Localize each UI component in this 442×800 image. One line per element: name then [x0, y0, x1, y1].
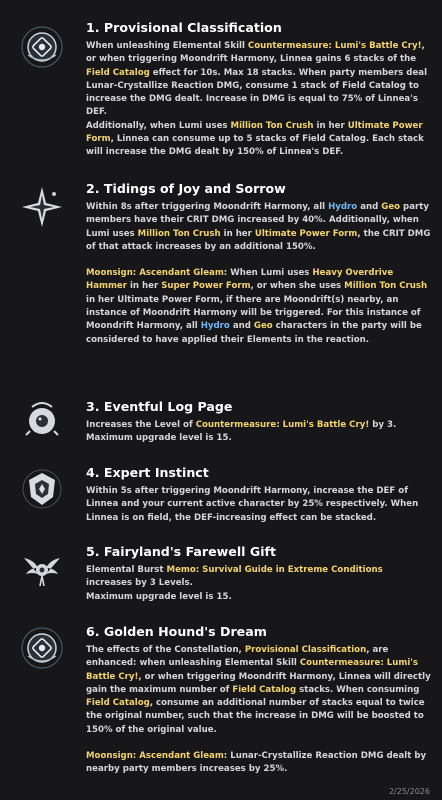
description-text: , Linnea can consume up to 5 stacks of Field Catalog. Each stack will increase the DMG dealt by 150% of Linnea's DEF.: [86, 134, 424, 158]
description-text: : Lunar-Crystallize Reaction DMG dealt by nearby party members increases by 25%.: [86, 751, 427, 775]
description-text: in her Ultimate Power Form, if there are Moondrift(s) nearby, an instance of Moondrift Harmony will be triggered. For this instance of Moondrift Harmony, all: [86, 294, 421, 332]
highlighted-term: Million Ton Crush: [137, 228, 221, 239]
description-paragraph: [86, 419, 431, 432]
description-text: increases by 3 Levels.: [86, 578, 193, 589]
catalog-seal-icon: [20, 25, 64, 69]
description-text: Within 5s after triggering Moondrift Harmony, increase the DEF of Linnea and your current active character by 25% respectively. When Linnea is on field, the DEF-increasing effect can be stacked.: [86, 486, 419, 523]
constellation-description: [86, 485, 431, 525]
description-text: stacks. When consuming: [296, 684, 420, 695]
constellation-title: 3. Eventful Log Page: [86, 399, 233, 414]
description-text: in her: [313, 120, 348, 131]
highlighted-term: Countermeasure: Lumi's Battle Cry!: [86, 658, 419, 682]
description-paragraph: [86, 120, 431, 160]
highlighted-term: Memo: Survival Guide in Extreme Conditions: [166, 565, 383, 575]
description-text: , or when she uses: [250, 281, 345, 292]
constellation-description: [86, 564, 431, 604]
description-text: characters in the party will be considered to have applied their Elements in the reaction.: [86, 321, 422, 345]
highlighted-term: Geo: [253, 321, 273, 332]
highlighted-term: Countermeasure: Lumi's Battle Cry!: [247, 41, 422, 51]
highlighted-term: Ultimate Power Form: [254, 228, 358, 239]
highlighted-term: Moonsign: Ascendant Gleam: [86, 751, 224, 762]
sparkle-star-icon: [20, 185, 64, 229]
constellation-title: 2. Tidings of Joy and Sorrow: [86, 181, 286, 196]
highlighted-term: Million Ton Crush: [230, 120, 314, 131]
highlighted-term: Provisional Classification: [244, 645, 367, 655]
description-text: party members have their CRIT DMG increased by 40%. Additionally, when Lumi uses: [86, 202, 429, 239]
constellation-description: [86, 419, 431, 446]
highlighted-term: Moonsign: Ascendant Gleam: [86, 268, 224, 279]
description-paragraph: [86, 591, 431, 604]
description-text: , or when triggering Moondrift Harmony, Linnea will directly gain the maximum number of: [86, 671, 431, 695]
description-text: : When Lumi uses: [223, 268, 313, 279]
description-paragraph: [86, 432, 431, 445]
description-text: and: [229, 321, 254, 332]
constellation-title: 6. Golden Hound's Dream: [86, 624, 267, 639]
constellation-title: 5. Fairyland's Farewell Gift: [86, 544, 277, 559]
description-text: Maximum upgrade level is 15.: [86, 433, 232, 444]
description-paragraph: [86, 485, 431, 525]
paragraph-gap: [86, 254, 431, 267]
description-text: effect for 10s. Max 18 stacks. When party members deal Lunar-Crystallize Reaction DMG, consume 1 stack of Field Catalog to increase the DMG dealt. Increase in DMG is equal to 75% of Linnea's DEF.: [86, 67, 428, 118]
date-label: 2/25/2026: [388, 787, 430, 796]
paragraph-gap: [86, 737, 431, 750]
constellation-description: [86, 40, 431, 160]
catalog-seal-icon: [20, 626, 64, 670]
description-text: in her: [126, 281, 162, 292]
highlighted-term: Countermeasure: Lumi's Battle Cry!: [195, 420, 370, 430]
constellation-description: [86, 201, 431, 347]
highlighted-term: Field Catalog: [232, 684, 297, 695]
lantern-creature-icon: [20, 397, 64, 441]
description-text: , are enhanced: when unleashing Elemental Skill: [86, 645, 389, 669]
description-text: The effects of the Constellation,: [86, 645, 245, 655]
highlighted-term: Super Power Form: [161, 281, 251, 292]
constellation-description: [86, 644, 431, 777]
description-text: Maximum upgrade level is 15.: [86, 591, 232, 602]
shield-crest-icon: [20, 467, 64, 511]
highlighted-term: Hydro: [328, 202, 358, 212]
highlighted-term: Geo: [381, 202, 401, 212]
description-text: and: [357, 202, 382, 212]
description-text: , or when triggering Moondrift Harmony, Linnea gains 6 stacks of the: [86, 41, 425, 65]
description-paragraph: [86, 750, 431, 777]
highlighted-term: Field Catalog: [86, 67, 150, 78]
highlighted-term: Hydro: [200, 321, 230, 332]
highlighted-term: Heavy Overdrive Hammer: [86, 268, 394, 292]
description-text: , the CRIT DMG of that attack increases by an additional 150%.: [86, 228, 431, 252]
description-paragraph: [86, 201, 431, 254]
winged-creature-icon: [20, 546, 64, 590]
highlighted-term: Ultimate Power Form: [86, 120, 423, 145]
description-text: Within 8s after triggering Moondrift Harmony, all: [86, 202, 329, 212]
description-text: by 3.: [369, 420, 397, 430]
constellation-title: 1. Provisional Classification: [86, 20, 282, 35]
description-text: Elemental Burst: [86, 565, 167, 575]
description-text: When unleashing Elemental Skill: [86, 41, 248, 51]
description-paragraph: [86, 267, 431, 347]
description-text: Increases the Level of: [86, 420, 196, 430]
description-text: Additionally, when Lumi uses: [86, 120, 231, 131]
description-text: in her: [220, 228, 255, 239]
description-paragraph: [86, 564, 431, 591]
highlighted-term: Field Catalog: [86, 698, 150, 709]
description-paragraph: [86, 40, 431, 120]
constellation-title: 4. Expert Instinct: [86, 465, 209, 480]
description-paragraph: [86, 644, 431, 737]
description-text: , consume an additional number of stacks equal to twice the original number, such that the increase in DMG will be boosted to 150% of the original value.: [86, 698, 425, 735]
highlighted-term: Million Ton Crush: [344, 281, 428, 292]
